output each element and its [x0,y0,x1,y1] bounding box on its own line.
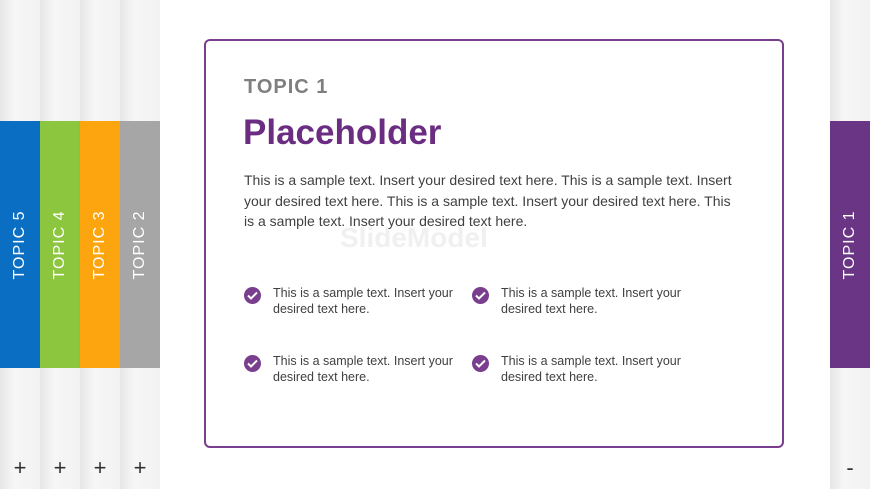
page-title: Placeholder [243,113,442,152]
topic-3-band [80,121,120,368]
topic-5-label: TOPIC 5 [11,210,28,279]
watermark: SlideModel [340,222,488,253]
topic-1-collapse-icon[interactable]: - [846,455,854,480]
list-item: This is a sample text. Insert your desired text here. [501,286,681,316]
topic-3-tab[interactable] [80,0,120,489]
body-paragraph: This is a sample text. Insert your desired text here. This is a sample text. Insert your desired text here. This is a sample text. Insert your desired text here. This is a sample text. Insert your desired text here. [244,172,732,229]
topic-2-band [120,121,160,368]
topic-4-expand-icon[interactable]: + [53,455,67,480]
topic-2-tab[interactable] [120,0,160,489]
topic-1-label: TOPIC 1 [841,210,858,279]
topic-heading: TOPIC 1 [244,76,329,98]
topic-1-tab[interactable] [830,0,870,489]
topic-2-expand-icon[interactable]: + [133,455,147,480]
check-circle-icon [472,355,489,372]
topic-4-label: TOPIC 4 [51,210,68,279]
list-item: This is a sample text. Insert your desired text here. [273,354,453,384]
topic-4-band [40,121,80,368]
topic-3-label: TOPIC 3 [91,210,108,279]
topic-2-label: TOPIC 2 [131,210,148,279]
topic-1-band [830,121,870,368]
check-circle-icon [244,287,261,304]
check-circle-icon [472,287,489,304]
topic-5-tab[interactable] [0,0,40,489]
check-circle-icon [244,355,261,372]
topic-5-expand-icon[interactable]: + [13,455,27,480]
topic-4-tab[interactable] [40,0,80,489]
list-item: This is a sample text. Insert your desired text here. [273,286,453,316]
list-item: This is a sample text. Insert your desired text here. [501,354,681,384]
topic-3-expand-icon[interactable]: + [93,455,107,480]
content-card [204,39,784,448]
topic-5-band [0,121,40,368]
